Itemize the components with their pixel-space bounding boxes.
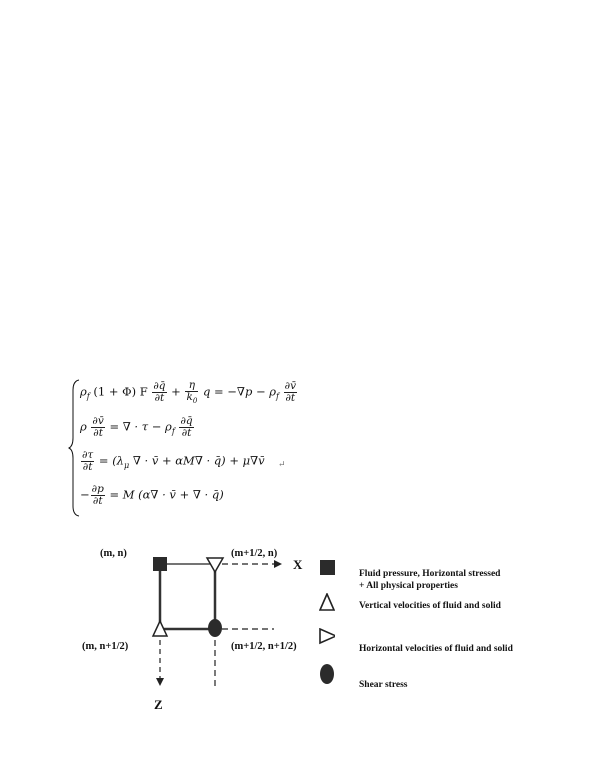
fraction-dp-dt: $\frac{\partial p}{\partial t}$ bbox=[91, 483, 104, 508]
fraction-dq-dt: $\frac{\partial q̄}{\partial t}$ bbox=[180, 415, 193, 440]
legend-text-triangle-right: Horizontal velocities of fluid and solid bbox=[359, 644, 513, 654]
triangle-right-icon bbox=[319, 628, 335, 646]
equation-3: $\frac{\partial\tau}{\partial t}$ = ($\lambda_\mu$ ∇ · v̄ + αM∇ · q̄) + μ∇v̄ bbox=[82, 449, 265, 474]
square-symbol-icon bbox=[319, 559, 335, 577]
node-ellipse-m-half-n-half bbox=[208, 619, 222, 637]
governing-equations bbox=[68, 378, 328, 518]
z-axis-arrowhead bbox=[156, 678, 164, 686]
legend bbox=[315, 555, 575, 695]
axis-label-z: Z bbox=[154, 697, 163, 712]
fraction-dv-dt: $\frac{\partial v̄}{\partial t}$ bbox=[284, 380, 297, 405]
label-m-half-n: (m+1/2, n) bbox=[231, 548, 278, 559]
axis-label-x: X bbox=[293, 557, 303, 572]
legend-text-square-line2: + All physical properties bbox=[359, 581, 458, 591]
equation-2: ρ $\frac{\partial v̄}{\partial t}$ = ∇ · $\tau - \rho_f$ $\frac{\partial q̄}{\partial t}$ bbox=[80, 415, 193, 440]
fraction-eta-k0: $\frac{\eta}{k_0}$ bbox=[186, 379, 198, 406]
node-square-m-n bbox=[153, 557, 167, 571]
ellipse-icon bbox=[319, 663, 335, 685]
label-m-half-n-half: (m+1/2, n+1/2) bbox=[231, 641, 297, 652]
return-mark: ↵ bbox=[278, 460, 286, 470]
equation-1: $\rho_f$ (1 + Φ) F $\frac{\partial q̄}{\partial t}$ + $\frac{\eta}{k_0}$ $q = -\nabla p - \rho_f$ $\frac{\partial v̄}{\partial t}$ bbox=[80, 379, 297, 406]
legend-text-ellipse: Shear stress bbox=[359, 680, 408, 690]
fraction-dv-dt: $\frac{\partial v̄}{\partial t}$ bbox=[92, 415, 104, 440]
equation-4: − $\frac{\partial p}{\partial t}$ = M (α∇ · v̄ + ∇ · q̄) bbox=[80, 483, 224, 508]
staggered-grid-diagram bbox=[78, 540, 338, 720]
label-m-n: (m, n) bbox=[100, 548, 127, 559]
legend-text-square-line1: Fluid pressure, Horizontal stressed bbox=[359, 569, 501, 579]
fraction-dq-dt: $\frac{\partial q̄}{\partial t}$ bbox=[153, 380, 166, 405]
x-axis-arrowhead bbox=[274, 560, 282, 568]
node-triangle-down-m-half-n bbox=[207, 558, 223, 572]
legend-text-triangle-up: Vertical velocities of fluid and solid bbox=[359, 601, 501, 611]
label-m-n-half: (m, n+1/2) bbox=[82, 641, 129, 652]
triangle-up-icon bbox=[319, 593, 335, 611]
fraction-dtau-dt: $\frac{\partial\tau}{\partial t}$ bbox=[82, 449, 94, 474]
